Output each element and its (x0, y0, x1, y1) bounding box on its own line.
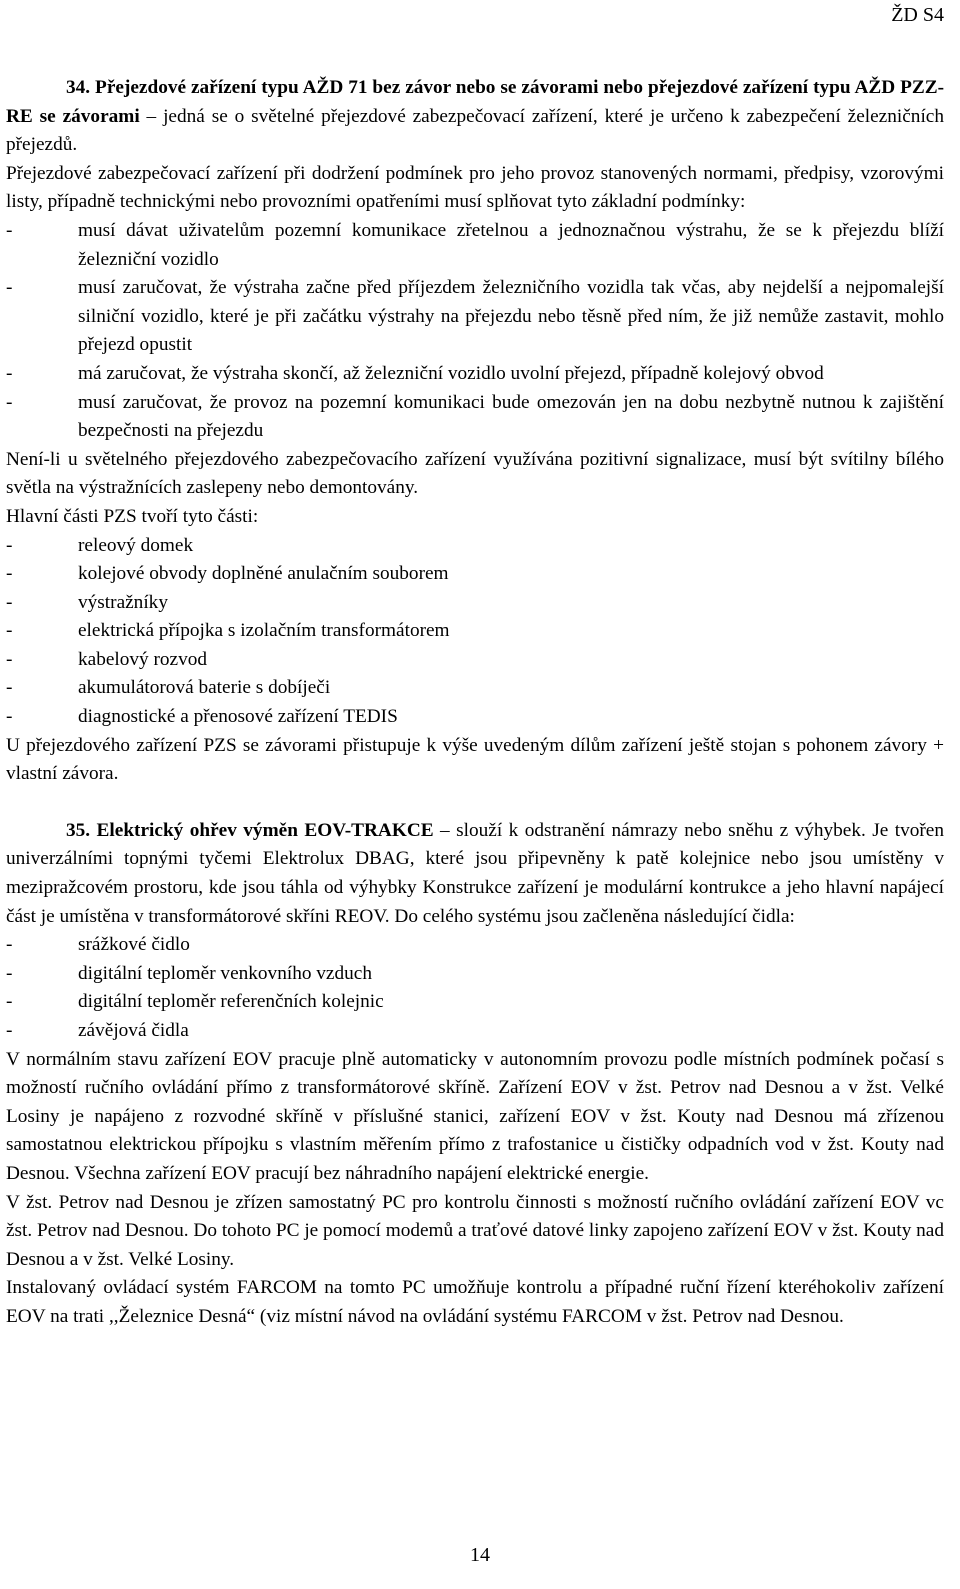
list-item (6, 931, 944, 960)
list-item (6, 532, 944, 561)
parts-list (6, 532, 944, 732)
list-item (6, 1017, 944, 1046)
list-item (6, 389, 944, 446)
section-spacer (6, 789, 944, 817)
list-item (6, 646, 944, 675)
section-34-intro: Přejezdové zabezpečovací zařízení při dodržení podmínek pro jeho provoz stanovených normami, předpisy, vzorovými listy, případně technickými nebo provozními opatřeními musí splňovat tyto základní podmínky: (6, 162, 944, 213)
part-text: elektrická přípojka s izolačním transformátorem (78, 620, 450, 642)
condition-text: musí zaručovat, že výstraha začne před příjezdem železničního vozidla tak včas, aby nejdelší a nejpomalejší silniční vozidlo, které je při začátku výstrahy na přejezdu nebo těsně před ním, že již nemůže zastavit, mohlo přejezd opustit (78, 277, 944, 356)
list-item (6, 274, 944, 360)
sensor-text: závějová čidla (78, 1020, 189, 1041)
list-dash: - (6, 1020, 13, 1041)
section-35-heading (6, 817, 944, 931)
document-code: ŽD S4 (891, 4, 944, 26)
list-dash: - (6, 677, 13, 699)
section-35-title-rest: – slouží k odstranění námrazy nebo sněhu z výhybek. Je tvořen univerzálními topnými tyčemi Elektrolux DBAG, které jsou připevněny k patě kolejnice nebo jsou umístěny v mezipražcovém prostoru, kde jsou táhla od výhybky Konstrukce zařízení je modulární kontrukce a jeho hlavní napájecí část je umístěna v transformátorové skříni REOV. Do celého systému jsou začleněna následující čidla: (6, 819, 944, 927)
list-dash: - (6, 534, 13, 556)
list-item (6, 589, 944, 618)
list-dash: - (6, 391, 13, 413)
list-dash: - (6, 620, 13, 642)
operation-paragraph: V normálním stavu zařízení EOV pracuje plně automaticky v autonomním provozu podle místních podmínek počasí s možností ručního ovládání přímo z transformátorové skříně. Zařízení EOV v žst. Petrov nad Desnou a v žst. Velké Losiny je napájeno z rozvodné skříně v příslušné stanici, zařízení EOV v žst. Kouty nad Desnou má zřízenou samostatnou elektrickou přípojku s vlastním měřením přímo z trafostanice u čističky odpadních vod v žst. Kouty nad Desnou. Všechna zařízení EOV pracují bez náhradního napájení elektrické energie. (6, 1048, 944, 1184)
list-item (6, 217, 944, 274)
list-dash: - (6, 648, 13, 670)
sensor-text: srážkové čidlo (78, 934, 190, 956)
part-text: diagnostické a přenosové zařízení TEDIS (78, 706, 398, 728)
sensors-list (6, 931, 944, 1045)
section-34-heading (6, 74, 944, 160)
part-text: výstražníky (78, 591, 168, 613)
condition-text: musí dávat uživatelům pozemní komunikace zřetelnou a jednoznačnou výstrahu, že se k přejezdu blíží železniční vozidlo (78, 219, 944, 270)
part-text: releový domek (78, 534, 194, 556)
parts-intro: Hlavní části PZS tvoří tyto části: (6, 505, 259, 527)
condition-text: musí zaručovat, že provoz na pozemní komunikaci bude omezován jen na dobu nezbytně nutnou k zajištění bezpečnosti na přejezdu (78, 391, 944, 442)
barriers-paragraph: U přejezdového zařízení PZS se závorami přistupuje k výše uvedeným dílům zařízení ještě stojan s pohonem závory + vlastní závora. (6, 734, 944, 785)
pc-paragraph: V žst. Petrov nad Desnou je zřízen samostatný PC pro kontrolu činnosti s možností ručního ovládání zařízení EOV vc žst. Petrov nad Desnou. Do tohoto PC je pomocí modemů a traťové datové linky zapojeno zařízení EOV v žst. Kouty nad Desnou a v žst. Velké Losiny. (6, 1191, 945, 1270)
list-dash: - (6, 934, 13, 956)
section-35-title: Elektrický ohřev výměn EOV-TRAKCE (96, 819, 434, 841)
list-dash: - (6, 277, 13, 299)
section-35-number: 35. (66, 819, 91, 841)
list-dash: - (6, 706, 13, 728)
section-34-number: 34. (66, 77, 91, 98)
sensor-text: digitální teploměr referenčních kolejnic (78, 991, 384, 1013)
condition-text: má zaručovat, že výstraha skončí, až železniční vozidlo uvolní přejezd, případně kolejový obvod (78, 362, 824, 384)
list-item (6, 703, 944, 732)
conditions-list (6, 217, 944, 446)
list-item (6, 560, 944, 589)
list-item (6, 988, 944, 1017)
page-content (6, 74, 944, 1332)
list-dash: - (6, 991, 13, 1013)
section-34-title: Přejezdové zařízení typu AŽD 71 bez závor nebo se závorami nebo přejezdové zařízení typu AŽD PZZ-RE se závorami (6, 77, 944, 127)
part-text: akumulátorová baterie s dobíječi (78, 677, 331, 699)
list-dash: - (6, 362, 13, 384)
farcom-paragraph: Instalovaný ovládací systém FARCOM na tomto PC umožňuje kontrolu a případné ruční řízení kteréhokoliv zařízení EOV na trati ,,Železnice Desná“ (viz místní návod na ovládání systému FARCOM v žst. Petrov nad Desnou. (6, 1277, 944, 1327)
part-text: kolejové obvody doplněné anulačním souborem (78, 563, 449, 585)
list-item (6, 960, 944, 989)
page-number: 14 (470, 1544, 490, 1566)
list-item (6, 617, 944, 646)
white-lights-paragraph: Není-li u světelného přejezdového zabezpečovacího zařízení využívána pozitivní signalizace, musí být svítilny bílého světla na výstražnících zaslepeny nebo demontovány. (6, 448, 944, 499)
list-dash: - (6, 219, 13, 241)
sensor-text: digitální teploměr venkovního vzduch (78, 962, 372, 984)
section-34-title-rest: – jedná se o světelné přejezdové zabezpečovací zařízení, které je určeno k zabezpečení železničních přejezdů. (6, 105, 944, 156)
list-dash: - (6, 563, 13, 585)
list-item (6, 674, 944, 703)
list-dash: - (6, 591, 13, 613)
list-dash: - (6, 962, 13, 984)
part-text: kabelový rozvod (78, 648, 208, 670)
list-item (6, 360, 944, 389)
